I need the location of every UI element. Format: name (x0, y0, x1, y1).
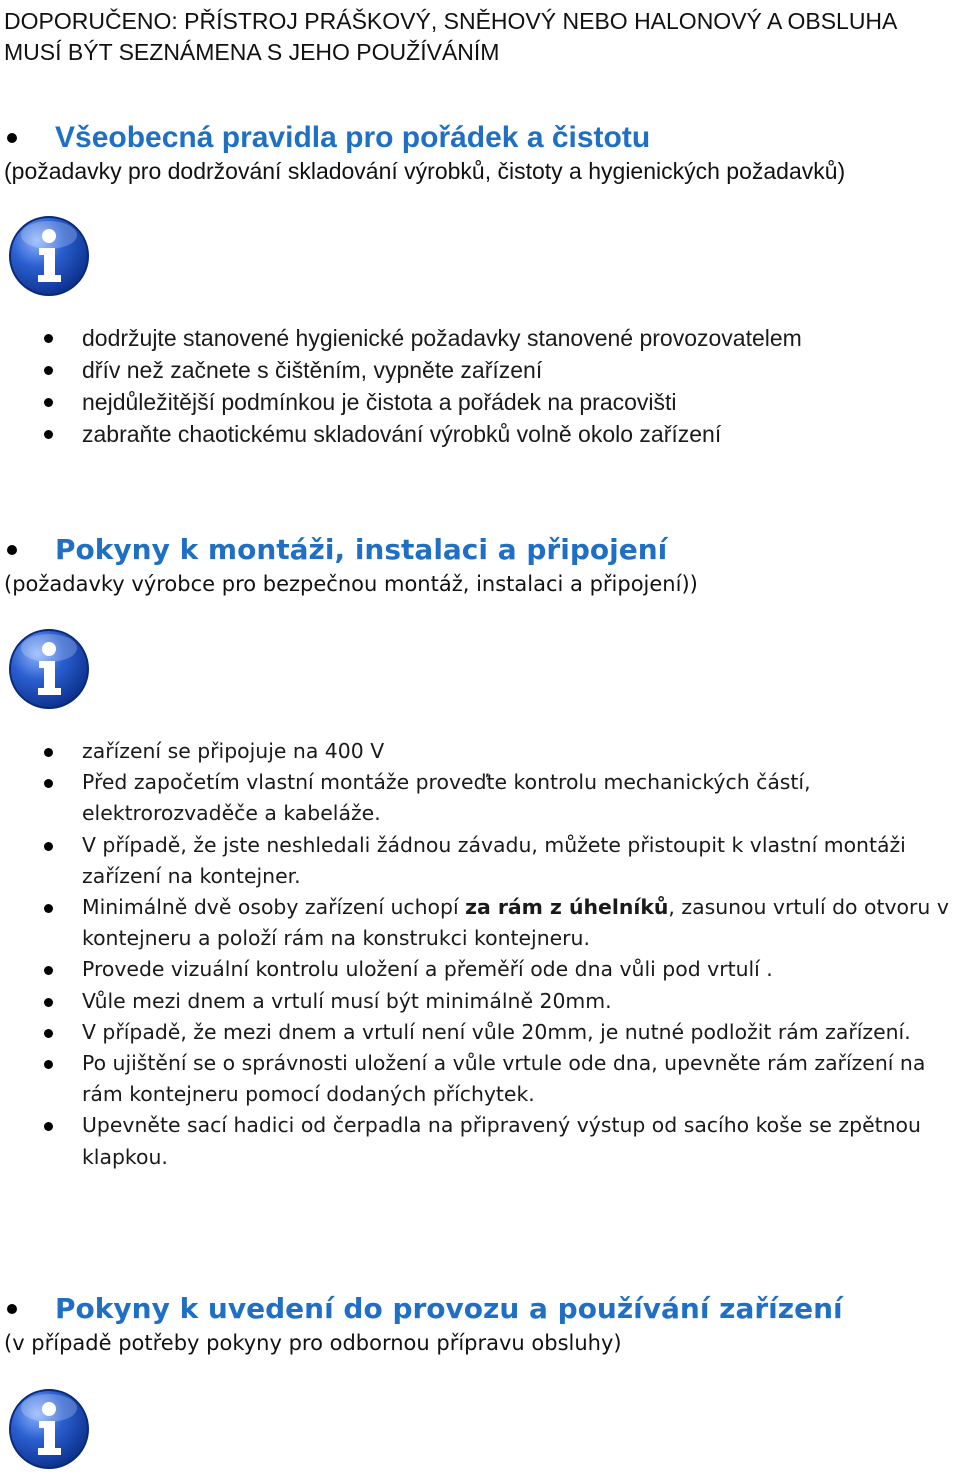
info-icon (8, 1388, 90, 1470)
list-item: Vůle mezi dnem a vrtulí musí být minimálně 20mm. (0, 986, 960, 1017)
section-1-title: Všeobecná pravidla pro pořádek a čistotu (55, 121, 651, 154)
section-3-title: Pokyny k uvedení do provozu a používání zařízení (55, 1292, 843, 1325)
list-item: Před započetím vlastní montáže proveďte kontrolu mechanických částí, elektrorozvaděče a kabeláže. (0, 767, 960, 829)
bullet (7, 1304, 17, 1314)
list-item: zabraňte chaotickému skladování výrobků volně okolo zařízení (0, 418, 960, 450)
section-1-list (0, 322, 960, 450)
list-item: dodržujte stanovené hygienické požadavky stanovené provozovatelem (0, 322, 960, 354)
recommendation-note: DOPORUČENO: PŘÍSTROJ PRÁŠKOVÝ, SNĚHOVÝ NEBO HALONOVÝ A OBSLUHA MUSÍ BÝT SEZNÁMENA S JEHO POUŽÍVÁNÍM (4, 8, 897, 65)
bullet (7, 545, 17, 555)
section-3-heading (4, 1292, 843, 1325)
section-3-subtitle: (v případě potřeby pokyny pro odbornou přípravu obsluhy) (4, 1331, 622, 1355)
section-2-title: Pokyny k montáži, instalaci a připojení (55, 533, 668, 566)
list-item: V případě, že jste neshledali žádnou závadu, můžete přistoupit k vlastní montáži zařízení na kontejner. (0, 830, 960, 892)
list-item: Po ujištění se o správnosti uložení a vůle vrtule ode dna, upevněte rám zařízení na rám kontejneru pomocí dodaných příchytek. (0, 1048, 960, 1110)
bullet (7, 133, 17, 143)
list-item: nejdůležitější podmínkou je čistota a pořádek na pracovišti (0, 386, 960, 418)
info-icon (8, 628, 90, 710)
list-item: V případě, že mezi dnem a vrtulí není vůle 20mm, je nutné podložit rám zařízení. (0, 1017, 960, 1048)
list-item: zařízení se připojuje na 400 V (0, 736, 960, 767)
section-2-subtitle: (požadavky výrobce pro bezpečnou montáž, instalaci a připojení)) (4, 572, 698, 596)
info-icon (8, 215, 90, 297)
list-item: dřív než začnete s čištěním, vypněte zařízení (0, 354, 960, 386)
list-item: Minimálně dvě osoby zařízení uchopí za rám z úhelníků, zasunou vrtulí do otvoru v kontejneru a položí rám na konstrukci kontejneru. (0, 892, 960, 954)
section-2-list (0, 736, 960, 1173)
section-2-heading (4, 533, 667, 566)
list-item: Upevněte sací hadici od čerpadla na připravený výstup od sacího koše se zpětnou klapkou. (0, 1110, 960, 1172)
section-1-subtitle: (požadavky pro dodržování skladování výrobků, čistoty a hygienických požadavků) (4, 158, 846, 184)
section-1-heading (4, 121, 650, 155)
list-item: Provede vizuální kontrolu uložení a přeměří ode dna vůli pod vrtulí . (0, 954, 960, 985)
